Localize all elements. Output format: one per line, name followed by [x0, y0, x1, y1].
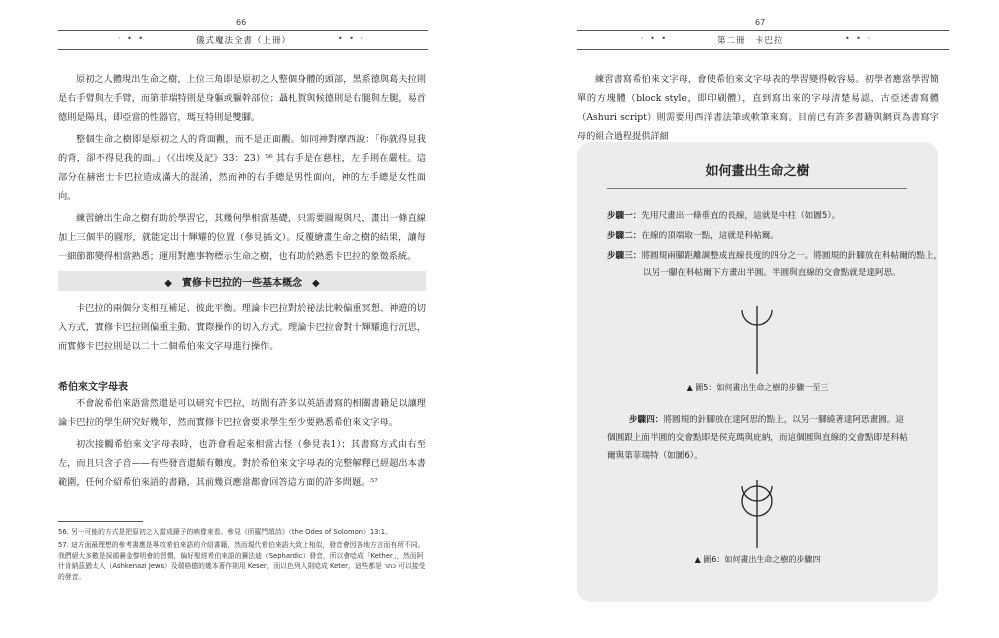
figure-caption: ▲ 圖6：如何畫出生命之樹的步驟四	[694, 555, 821, 564]
footnote: 57. 這方面最理想的參考書應是專攻希伯來語的介紹書籍，然而現代希伯來語大致上相似，發音會因各地方言而有所不同。我們絕大多數是採循賽金黎明會的習慣，偏好聖經希伯來語的賽法迪（Sephardic）發音，所以會唸成「Kether」，然而阿什肯納茲猶太人（Ashkenazi Jews）及瑞格德的幾本著作則用 Keser，而以色列人則唸成 Keter，這些都是 כתר 可以接受的發音。	[58, 541, 426, 581]
page-number: 67	[755, 18, 766, 27]
header-dots: · • •	[118, 34, 146, 43]
step-label: 步驟一：	[607, 211, 642, 221]
step-text: 將圓規兩腳距離調整成直線長度的四分之一。將圓規的針腳放在科帖爾的點上，以另一腳在科帖爾下方畫出半圓。半圓與直線的交會點就是達阿思。	[641, 251, 943, 278]
header-rule	[577, 30, 949, 31]
step-2	[607, 228, 907, 245]
paragraph: 原初之人體現出生命之樹，上位三角即是原初之人整個身體的頭部，黑系德與葛夫拉則是右手臂與左手臂，而第菲瑞特則是身軀或軀幹部位；聶札賀與候德則是右腿與左腿，易首德則是陽具，即亞當的性器官，瑪互特則是雙腳。	[58, 74, 426, 123]
step-label: 步驟四：	[629, 415, 664, 425]
body-text	[58, 394, 426, 495]
instruction-box	[577, 142, 943, 602]
left-page	[0, 0, 490, 638]
section-banner: ◆ 實修卡巴拉的一些基本概念 ◆	[58, 271, 426, 291]
tree-diagram-step3	[732, 300, 782, 378]
header-rule	[577, 49, 949, 50]
subheading: 希伯來文字母表	[58, 382, 128, 393]
box-rule	[607, 188, 907, 189]
body-text	[577, 70, 939, 149]
step-4	[607, 411, 912, 465]
box-title: 如何畫出生命之樹	[705, 164, 810, 179]
step-3	[607, 248, 943, 282]
header-dots: • • ·	[338, 34, 366, 43]
body-text	[58, 70, 426, 269]
paragraph: 初次接觸希伯來文字母表時，也許會看起來相當古怪（參見表1）；其書寫方式由右至左，而且只含子音——有些發音還頗有難度。對於希伯來文字母表的完整解釋已經超出本書範圍，任何介紹希伯來語的書籍，其前幾頁應當都會回答這方面的許多問題。⁵⁷	[58, 439, 426, 488]
tree-diagram-step4	[732, 476, 782, 552]
paragraph: 不會說希伯來語當然還是可以研究卡巴拉，坊間有許多以英語書寫的相關書籍足以讓理論卡巴拉的學生研究好幾年，然而實修卡巴拉會要求學生至少要熟悉希伯來文字母。	[58, 398, 426, 428]
paragraph: 整個生命之樹即是原初之人的背面觀，而不是正面觀。如同神對摩西說：「你就得見我的背，卻不得見我的面。」（《出埃及記》33：23）⁵⁶ 其右手是在慈柱，左手則在嚴柱。這部分在赫密士卡巴拉造成滿大的混淆，然而神的右手總是男性面向，神的左手總是女性面向。	[58, 134, 426, 202]
paragraph: 卡巴拉的兩個分支相互補足、彼此平衡。理論卡巴拉對於祕法比較偏重冥想、神遊的切入方式，實修卡巴拉則偏重主動、實際操作的切入方式。理論卡巴拉會對十輝耀進行沉思，而實修卡巴拉則是以二十二個希伯來文字母進行操作。	[58, 303, 426, 352]
step-text: 在線的頂端取一點，這就是科帖爾。	[641, 231, 779, 241]
running-header: 第二冊 卡巴拉	[717, 36, 784, 46]
paragraph: 練習繪出生命之樹有助於學習它，其幾何學相當基礎，只需要圓規與尺，畫出一條直線加上三個半的圓形，就能定出十輝耀的位置（參見插文）。反覆繪畫生命之樹的結果，讓每一細節都變得相當熟悉；運用對應事物標示生命之樹，也有助於熟悉卡巴拉的象徵系統。	[58, 213, 426, 262]
footnote: 56. 另一可能的方式是把原初之人當成鏡子的映像來看。參見《所羅門頌詩》（the Odes of Solomon）13:1。	[58, 528, 392, 536]
step-label: 步驟三：	[607, 251, 642, 261]
step-text: 將圓規的針腳放在達阿思的點上，以另一腳繞著達阿思畫圓。這個圓跟上面半圓的交會點即是侯克瑪與庇納，而這個圓與直線的交會點即是科帖爾與第菲瑞特（如圖6）。	[607, 415, 908, 461]
footnote-rule	[58, 521, 143, 522]
header-rule	[58, 49, 428, 50]
page-number: 66	[236, 18, 247, 27]
header-dots: · • •	[641, 34, 669, 43]
figure-caption: ▲ 圖5：如何畫出生命之樹的步驟一至三	[686, 383, 829, 392]
header-rule	[58, 30, 428, 31]
paragraph: 練習書寫希伯來文字母，會使希伯來文字母表的學習變得較容易。初學者應當學習簡單的方塊體（block style，即印刷體），直到寫出來的字母清楚易認，古亞述書寫體（Ashuri script）則需要用西洋書法筆或軟筆來寫。目前已有許多書籍與網頁為書寫字母的組合過程提供詳細	[577, 74, 939, 142]
right-page	[509, 0, 999, 638]
running-header: 儀式魔法全書（上冊）	[196, 36, 292, 46]
step-1	[607, 208, 907, 225]
header-dots: • • ·	[845, 34, 873, 43]
step-label: 步驟二：	[607, 231, 642, 241]
step-text: 先用尺畫出一條垂直的長線，這就是中柱（如圖5）。	[641, 211, 841, 221]
body-text	[58, 299, 426, 359]
